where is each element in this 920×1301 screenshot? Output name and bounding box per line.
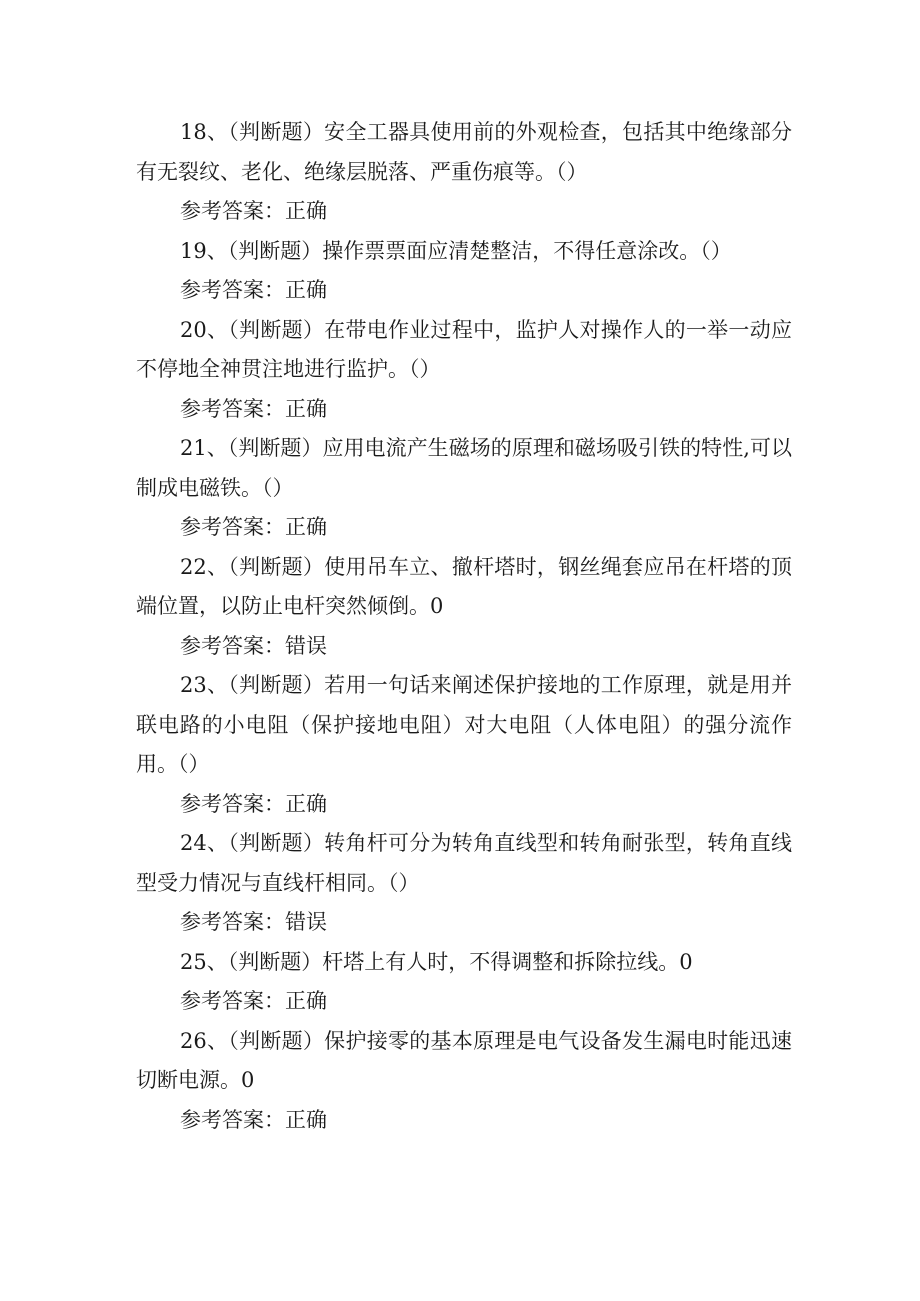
answer-23: 参考答案：正确 [180, 791, 327, 816]
answer-21: 参考答案：正确 [180, 515, 327, 539]
question-18: 18、（判断题）安全工器具使用前的外观检查，包括其中绝缘部分有无裂纹、老化、绝缘层脱落、严重伤痕等。（） [136, 120, 792, 184]
question-19: 19、（判断题）操作票票面应清楚整洁，不得任意涂改。（） [180, 238, 732, 263]
answer-24: 参考答案：错误 [180, 910, 327, 934]
answer-25: 参考答案：正确 [180, 989, 327, 1013]
question-26: 26、（判断题）保护接零的基本原理是电气设备发生漏电时能迅速切断电源。0 [136, 1028, 792, 1092]
question-22: 22、（判断题）使用吊车立、撤杆塔时，钢丝绳套应吊在杆塔的顶端位置，以防止电杆突然倾倒。0 [136, 554, 792, 618]
question-24: 24、（判断题）转角杆可分为转角直线型和转角耐张型，转角直线型受力情况与直线杆相同。（） [136, 831, 792, 895]
question-23: 23、（判断题）若用一句话来阐述保护接地的工作原理，就是用并联电路的小电阻（保护接地电阻）对大电阻（人体电阻）的强分流作用。（） [136, 673, 792, 776]
answer-19: 参考答案：正确 [180, 278, 327, 302]
answer-26: 参考答案：正确 [180, 1107, 327, 1132]
question-25: 25、（判断题）杆塔上有人时，不得调整和拆除拉线。0 [180, 949, 693, 974]
question-21: 21、（判断题）应用电流产生磁场的原理和磁场吸引铁的特性,可以制成电磁铁。（） [136, 436, 792, 500]
answer-20: 参考答案：正确 [180, 396, 327, 421]
answer-18: 参考答案：正确 [180, 199, 327, 223]
document-page [136, 113, 792, 1140]
question-20: 20、（判断题）在带电作业过程中，监护人对操作人的一举一动应不停地全神贯注地进行监护。（） [136, 317, 792, 381]
answer-22: 参考答案：错误 [180, 633, 327, 658]
